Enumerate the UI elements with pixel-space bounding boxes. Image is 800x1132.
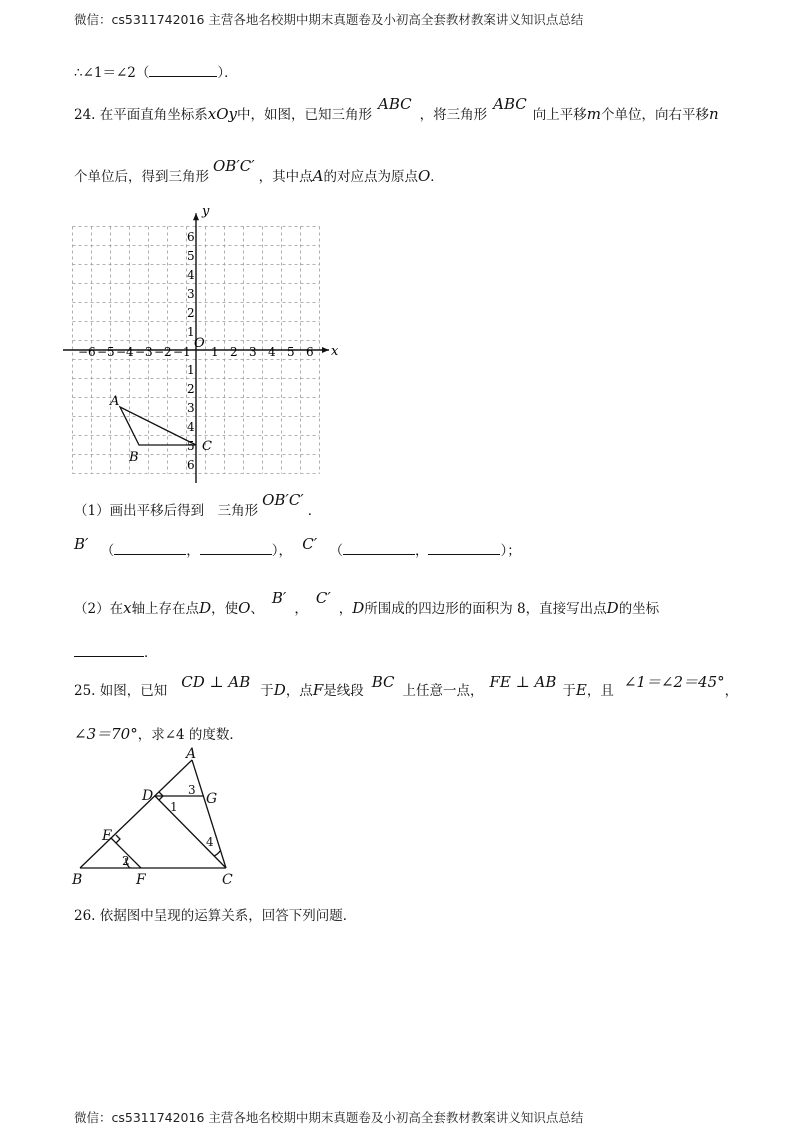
y-tick-label: 3 <box>187 287 195 301</box>
q23-therefore: ∴∠1＝∠2（ <box>74 65 150 81</box>
q24-part1: （1）画出平移后得到 三角形OB′C′． <box>74 491 322 519</box>
x-tick-label: 6 <box>306 345 314 359</box>
x-tick-label: 5 <box>287 345 295 359</box>
q25-line2: ∠3＝70°，求∠4 的度数． <box>74 725 243 743</box>
q24-part2-answer: ． <box>74 642 158 663</box>
angle-4-label: 4 <box>206 835 214 849</box>
y-tick-label: 2 <box>187 306 195 320</box>
bprime-x-blank[interactable] <box>114 540 186 555</box>
label-f: F <box>136 872 146 888</box>
x-tick-label: −2 <box>154 345 172 359</box>
label-c: C <box>222 872 233 888</box>
page-footer: 微信：cs5311742016 主营各地名校期中期末真题卷及小初高全套教材教案讲义知识点总结 <box>74 1110 584 1125</box>
x-tick-label: −5 <box>97 345 115 359</box>
y-tick-label: 2 <box>187 382 195 396</box>
angle-3-label: 3 <box>188 783 196 797</box>
q24-line2: 个单位后，得到三角形OB′C′，其中点A的对应点为原点O． <box>74 157 444 185</box>
q23-blank[interactable] <box>149 62 217 77</box>
point-b-label: B <box>129 450 139 465</box>
y-axis-label: y <box>202 204 210 220</box>
bprime-y-blank[interactable] <box>200 540 272 555</box>
label-g: G <box>206 791 218 807</box>
origin-label: O <box>194 336 205 351</box>
cprime-y-blank[interactable] <box>428 540 500 555</box>
y-tick-label: 3 <box>187 401 195 415</box>
x-tick-label: −3 <box>135 345 153 359</box>
y-tick-label: 4 <box>187 268 195 282</box>
y-axis-arrow <box>193 213 199 220</box>
angle-1-label: 1 <box>170 800 178 814</box>
x-tick-label: 1 <box>211 345 219 359</box>
x-tick-label: 4 <box>268 345 276 359</box>
x-axis-label: x <box>331 344 339 359</box>
right-angle-e <box>116 835 120 843</box>
label-d: D <box>142 788 154 804</box>
point-a-label: A <box>110 394 120 409</box>
q23-close: ）． <box>217 65 238 81</box>
x-tick-label: 2 <box>230 345 238 359</box>
x-axis-arrow <box>322 347 329 353</box>
coordinate-grid <box>66 200 339 480</box>
y-tick-label: 1 <box>187 325 195 339</box>
label-b: B <box>72 872 83 888</box>
y-tick-label: 5 <box>187 249 195 263</box>
label-e: E <box>102 828 113 844</box>
y-tick-label: 6 <box>187 230 195 244</box>
q24-part1-answers: B′ （ ， ）， C′ （ ， ）； <box>74 535 521 559</box>
side-ac <box>192 760 226 868</box>
q24-part2: （2）在x轴上存在点D，使O、B′，C′，D所围成的四边形的面积为 8，直接写出点D的坐标 <box>74 589 660 617</box>
arc-angle-4 <box>214 851 220 856</box>
side-ab <box>80 760 192 868</box>
label-a: A <box>186 746 197 762</box>
triangle-figure <box>66 748 246 888</box>
point-c-label: C <box>202 439 212 454</box>
q26-text: 26. 依据图中呈现的运算关系，回答下列问题． <box>74 908 357 924</box>
y-tick-label: 6 <box>187 458 195 472</box>
page-header: 微信：cs5311742016 主营各地名校期中期末真题卷及小初高全套教材教案讲义知识点总结 <box>74 12 584 27</box>
q23-conclusion <box>74 62 238 83</box>
x-tick-label: −4 <box>116 345 134 359</box>
x-tick-label: 3 <box>249 345 257 359</box>
d-coordinate-blank[interactable] <box>74 642 144 657</box>
cprime-x-blank[interactable] <box>343 540 415 555</box>
y-tick-label: 4 <box>187 420 195 434</box>
x-tick-label: −1 <box>173 345 191 359</box>
triangle-abc <box>120 407 196 445</box>
q24-line1: 24. 在平面直角坐标系xOy中，如图，已知三角形ABC，将三角形ABC向上平移m个单位，向右平移n <box>74 95 719 123</box>
angle-2-label: 2 <box>122 854 130 868</box>
q25-line1: 25. 如图，已知 CD ⊥ AB 于D，点F是线段 BC 上任意一点， FE ⊥ AB 于E，且 ∠1＝∠2＝45°， <box>74 673 739 699</box>
x-tick-label: −6 <box>78 345 96 359</box>
y-tick-label: 1 <box>187 363 195 377</box>
y-tick-label: 5 <box>187 439 195 453</box>
